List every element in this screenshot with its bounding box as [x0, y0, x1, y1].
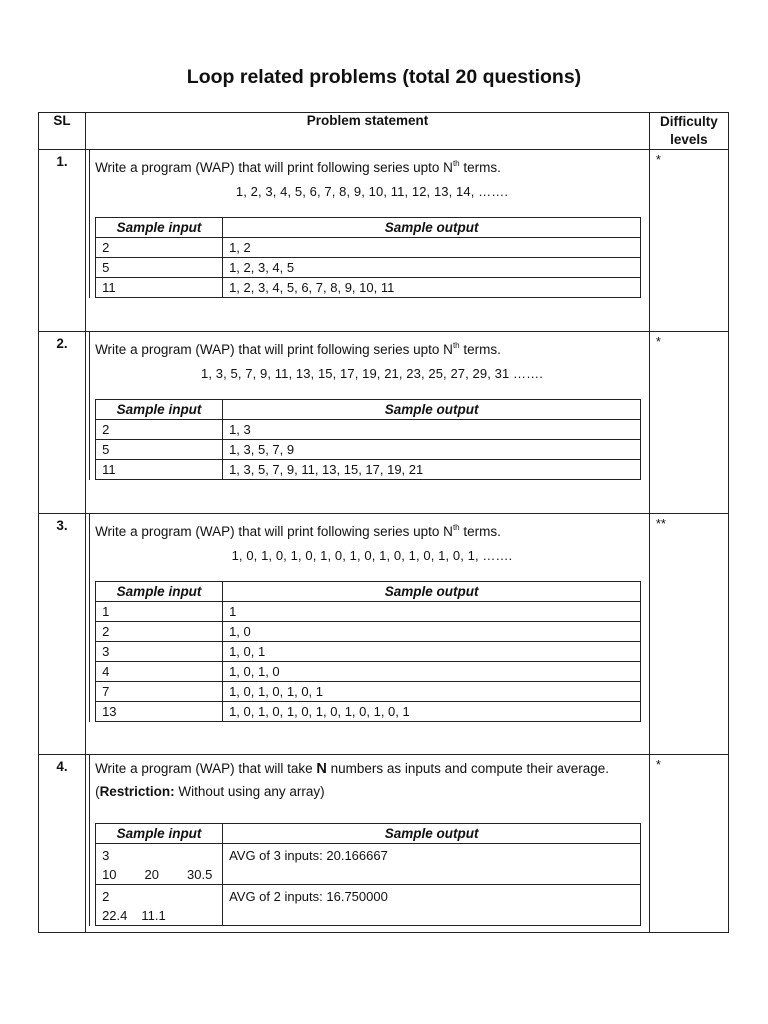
sample-row: 3 1, 0, 1 — [96, 642, 641, 662]
page-title: Loop related problems (total 20 questions) — [186, 66, 582, 88]
problem-statement: Write a program (WAP) that will take N numbers as inputs and compute their average. — [95, 761, 610, 777]
sample-row: 2 1, 3 — [96, 420, 641, 440]
difficulty-level: * — [649, 150, 728, 332]
sample-row: 5 1, 2, 3, 4, 5 — [96, 258, 641, 278]
sample-row: 5 1, 3, 5, 7, 9 — [96, 440, 641, 460]
sample-output-header: Sample output — [223, 400, 641, 420]
problem-row — [39, 514, 729, 755]
sample-output-header: Sample output — [223, 582, 641, 602]
sample-input-header: Sample input — [96, 218, 223, 238]
problem-row — [39, 332, 729, 514]
sample-output-header: Sample output — [223, 218, 641, 238]
sample-table — [95, 217, 641, 298]
sample-table — [95, 581, 641, 722]
problem-number: 2. — [39, 332, 86, 514]
sample-row: 7 1, 0, 1, 0, 1, 0, 1 — [96, 682, 641, 702]
sample-row: 2 1, 2 — [96, 238, 641, 258]
sample-row: 11 1, 2, 3, 4, 5, 6, 7, 8, 9, 10, 11 — [96, 278, 641, 298]
problem-number: 1. — [39, 150, 86, 332]
sample-row: 4 1, 0, 1, 0 — [96, 662, 641, 682]
problem-series: 1, 2, 3, 4, 5, 6, 7, 8, 9, 10, 11, 12, 13, 14, ……. — [235, 184, 509, 199]
header-row — [39, 113, 729, 150]
sample-row: 1 1 — [96, 602, 641, 622]
difficulty-level: * — [649, 332, 728, 514]
problem-statement: Write a program (WAP) that will print following series upto $N^{th}$ terms. — [95, 341, 501, 357]
sample-row: 11 1, 3, 5, 7, 9, 11, 13, 15, 17, 19, 21 — [96, 460, 641, 480]
header-sl: SL — [39, 113, 86, 150]
problem-statement: Write a program (WAP) that will print following series upto $N^{th}$ terms. — [95, 523, 501, 539]
sample-row: 3 10 20 30.5 AVG of 3 inputs: 20.166667 — [96, 844, 641, 885]
sample-table — [95, 823, 641, 926]
problem-row — [39, 755, 729, 933]
sample-input-header: Sample input — [96, 400, 223, 420]
sample-row: 2 22.4 11.1 AVG of 2 inputs: 16.750000 — [96, 885, 641, 926]
sample-table — [95, 399, 641, 480]
problems-table — [38, 112, 729, 933]
problem-restriction: (Restriction: Without using any array) — [95, 784, 325, 799]
problem-statement: Write a program (WAP) that will print following series upto $N^{th}$ terms. — [95, 159, 501, 175]
problem-series: 1, 3, 5, 7, 9, 11, 13, 15, 17, 19, 21, 23, 25, 27, 29, 31 ……. — [201, 366, 543, 381]
difficulty-level: * — [649, 755, 728, 933]
sample-input-header: Sample input — [96, 582, 223, 602]
problem-number: 3. — [39, 514, 86, 755]
header-problem: Problem statement — [86, 113, 650, 150]
problem-number: 4. — [39, 755, 86, 933]
sample-row: 2 1, 0 — [96, 622, 641, 642]
problem-series: 1, 0, 1, 0, 1, 0, 1, 0, 1, 0, 1, 0, 1, 0, 1, 0, 1, ……. — [231, 548, 513, 563]
sample-output-header: Sample output — [223, 824, 641, 844]
difficulty-level: ** — [649, 514, 728, 755]
problem-row — [39, 150, 729, 332]
sample-input-header: Sample input — [96, 824, 223, 844]
header-difficulty: Difficulty levels — [649, 113, 728, 150]
sample-row: 13 1, 0, 1, 0, 1, 0, 1, 0, 1, 0, 1, 0, 1 — [96, 702, 641, 722]
